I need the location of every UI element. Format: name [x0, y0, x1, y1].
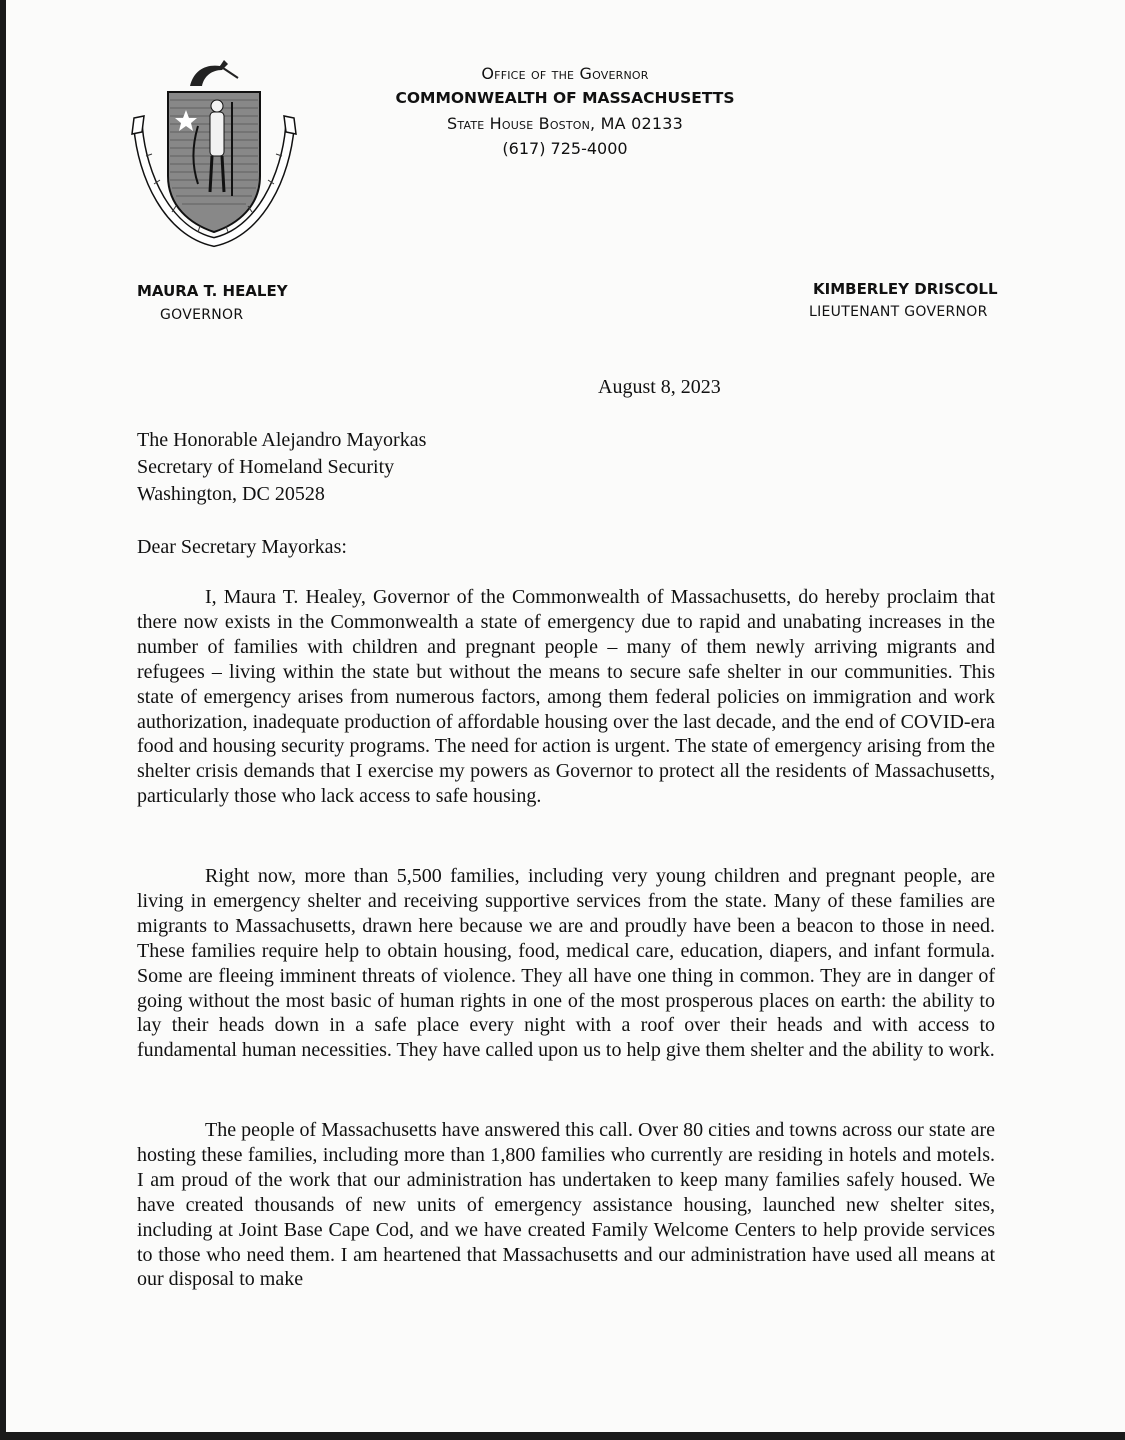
letterhead-address: State House Boston, MA 02133	[447, 114, 683, 133]
lt-governor-title: LIEUTENANT GOVERNOR	[809, 304, 988, 320]
recipient-address	[137, 427, 426, 508]
recipient-line: Washington, DC 20528	[137, 483, 325, 505]
scan-border-left	[0, 0, 6, 1440]
governor-title: GOVERNOR	[160, 307, 244, 323]
lt-governor-name: KIMBERLEY DRISCOLL	[813, 280, 998, 298]
letterhead-phone: (617) 725-4000	[502, 139, 628, 158]
body-paragraph: Right now, more than 5,500 families, including very young children and pregnant people, are living in emergency shelter and receiving supportive services from the state. Many of these families are migrants to Massachusetts, drawn here because we are and proudly have been a beacon to those in need. These families require help to obtain housing, food, medical care, education, diapers, and infant formula. Some are fleeing imminent threats of violence. They all have one thing in common. They are in danger of going without the most basic of human rights in one of the most prosperous places on earth: the ability to lay their heads down in a safe place every night with a roof over their heads and with access to fundamental human necessities. They have called upon us to help give them shelter and the ability to work.	[137, 865, 995, 1062]
salutation: Dear Secretary Mayorkas:	[137, 536, 347, 558]
scan-border-bottom	[0, 1432, 1125, 1440]
body-paragraph: The people of Massachusetts have answered this call. Over 80 cities and towns across our state are hosting these families, including more than 1,800 families who currently are residing in hotels and motels. I am proud of the work that our administration has undertaken to keep many families safely housed. We have created thousands of new units of emergency assistance housing, launched new shelter sites, including at Joint Base Cape Cod, and we have created Family Welcome Centers to help provide services to those who need them. I am heartened that Massachusetts and our administration have used all means at our disposal to make	[137, 1119, 995, 1291]
governor-name: MAURA T. HEALEY	[137, 282, 288, 300]
body-paragraph: I, Maura T. Healey, Governor of the Commonwealth of Massachusetts, do hereby proclaim that there now exists in the Commonwealth a state of emergency due to rapid and unabating increases in the number of families with children and pregnant people – many of them newly arriving migrants and refugees – living within the state but without the means to secure safe shelter in our communities. This state of emergency arises from numerous factors, among them federal policies on immigration and work authorization, inadequate production of affordable housing over the last decade, and the end of COVID-era food and housing security programs. The need for action is urgent. The state of emergency arising from the shelter crisis demands that I exercise my powers as Governor to protect all the residents of Massachusetts, particularly those who lack access to safe housing.	[137, 586, 995, 808]
letter-date: August 8, 2023	[598, 376, 721, 398]
recipient-line: Secretary of Homeland Security	[137, 456, 395, 478]
letterhead-office: Office of the Governor	[481, 64, 649, 83]
letterhead-commonwealth: COMMONWEALTH OF MASSACHUSETTS	[395, 89, 735, 107]
recipient-line: The Honorable Alejandro Mayorkas	[137, 429, 427, 451]
massachusetts-state-seal-icon	[128, 56, 300, 252]
